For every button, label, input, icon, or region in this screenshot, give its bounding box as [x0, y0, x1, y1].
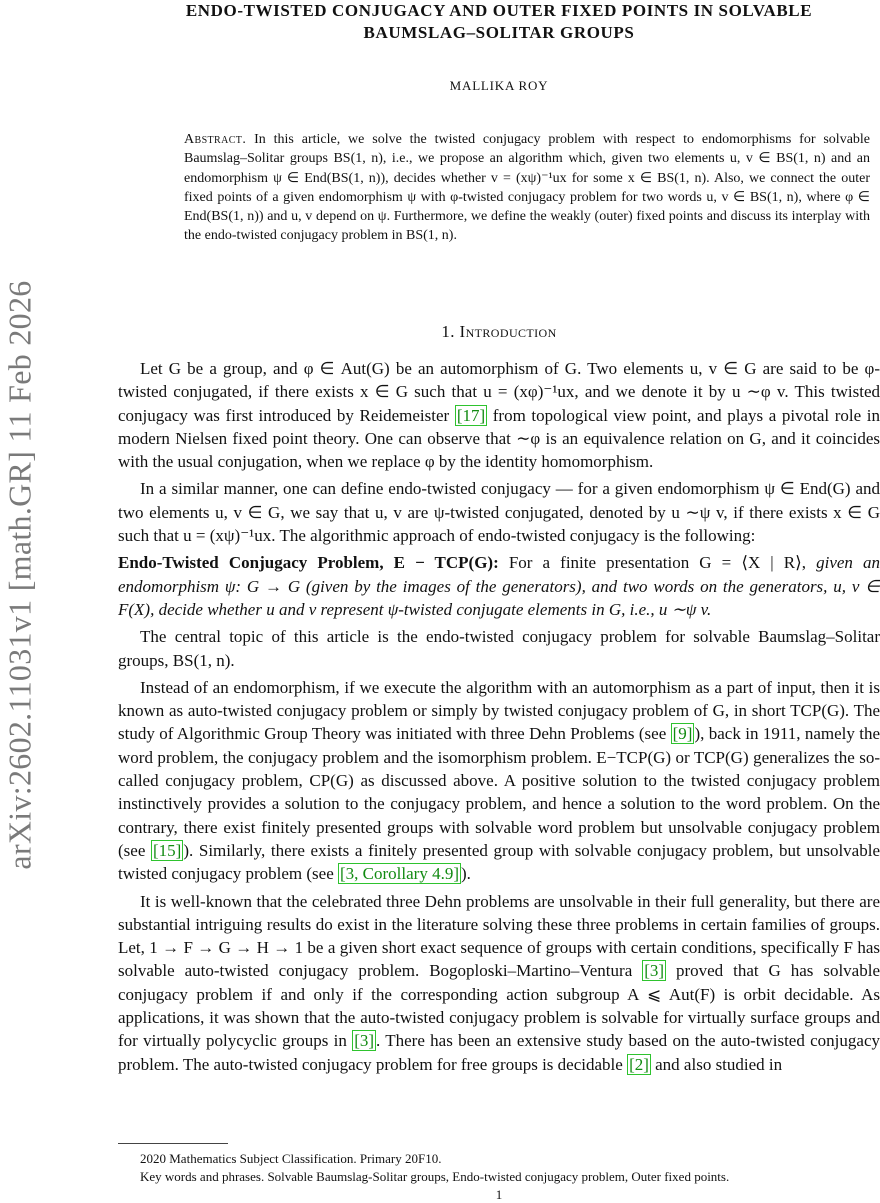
- paragraph-text: proved that G has solvable conjugacy problem if and only if the corresponding action subgroup A ⩽ Aut(F) is orbit decidable. As applications, it was shown that the auto-twisted conjugacy problem is solvable for virtually surface groups and for virtually polycyclic groups in: [118, 961, 880, 1051]
- footnote-keywords: Key words and phrases. Solvable Baumslag-Solitar groups, Endo-twisted conjugacy problem, Outer fixed points.: [140, 1169, 730, 1184]
- footnote-msc: 2020 Mathematics Subject Classification. Primary 20F10.: [140, 1151, 442, 1166]
- paper-title: [118, 0, 880, 44]
- citation-link[interactable]: [17]: [456, 405, 486, 425]
- section-heading: [118, 322, 880, 342]
- problem-lead: For a finite presentation G = ⟨X | R⟩,: [508, 553, 807, 573]
- abstract-text: In this article, we solve the twisted conjugacy problem with respect to endomorphisms for solvable Baumslag–Solitar groups BS(1, n), i.e., we propose an algorithm which, given two elements u, v ∈ BS(1, n) and an endomorphism ψ ∈ End(BS(1, n)), decides whether v = (xψ)⁻¹ux for some x ∈ BS(1, n). Also, we connect the outer fixed points of a given endomorphism ψ with φ-twisted conjugacy problem for two words u, v ∈ BS(1, n), where φ ∈ End(BS(1, n)) and u, v depend on ψ. Furthermore, we define the weakly (outer) fixed points and discuss its interplay with the endo-twisted conjugacy problem in BS(1, n).: [184, 132, 871, 244]
- paragraph-4: [118, 676, 880, 886]
- page-number: 1: [495, 1187, 503, 1202]
- paragraph-text: Let G be a group, and φ ∈ Aut(G) be an automorphism of G. Two elements u, v ∈ G are said to be φ-twisted conjugated, if there exists x ∈ G such that u = (xφ)⁻¹ux, and we denote it by u ∼φ v. This twisted conjugacy was first introduced by Reidemeister: [118, 359, 880, 425]
- footnote-divider: [118, 1143, 228, 1144]
- paragraph-text: ). Similarly, there exists a finitely presented group with solvable conjugacy problem, but unsolvable twisted conjugacy problem (see: [118, 840, 880, 884]
- paragraph-2: In a similar manner, one can define endo-twisted conjugacy — for a given endomorphism ψ ∈ End(G) and two elements u, v ∈ G, we say that u, v are ψ-twisted conjugated, denoted by u ∼ψ v, if there exists x ∈ G such that u = (xψ)⁻¹ux. The algorithmic approach of endo-twisted conjugacy is the following:: [118, 479, 880, 546]
- paragraph-1: [118, 357, 880, 473]
- abstract-label: Abstract.: [184, 132, 247, 147]
- footnotes: [118, 1150, 880, 1186]
- title-line-2: BAUMSLAG–SOLITAR GROUPS: [363, 23, 635, 42]
- paragraph-text: ), back in 1911, namely the word problem, the conjugacy problem and the isomorphism problem. E−TCP(G) or TCP(G) generalizes the so-called conjugacy problem, CP(G) as discussed above. A positive solution to the twisted conjugacy problem instinctively provides a solution to the conjugacy problem, and hence a solution to the word problem. On the contrary, there exist finitely presented groups with solvable word problem but unsolvable conjugacy problem (see: [118, 724, 880, 860]
- paragraph-text: and also studied in: [655, 1054, 783, 1074]
- paragraph-text: . There has been an extensive study based on the auto-twisted conjugacy problem. The auto-twisted conjugacy problem for free groups is decidable: [118, 1031, 880, 1074]
- citation-link[interactable]: [2]: [629, 1054, 649, 1074]
- paragraph-5: [118, 890, 880, 1076]
- abstract: [184, 130, 870, 246]
- paragraph-3: The central topic of this article is the endo-twisted conjugacy problem for solvable Baumslag–Solitar groups, BS(1, n).: [118, 627, 880, 670]
- problem-text: given an endomorphism ψ: G → G (given by the images of the generators), and two words on the generators, u, v ∈ F(X), decide whether u and v represent ψ-twisted conjugate elements in G, i.e., u ∼ψ v.: [118, 553, 880, 619]
- section-number: 1.: [441, 322, 455, 341]
- paragraph-text: ).: [460, 864, 471, 884]
- citation-link[interactable]: [3]: [644, 961, 665, 981]
- paragraph-text: Instead of an endomorphism, if we execute the algorithm with an automorphism as a part of input, then it is known as auto-twisted conjugacy problem or simply by twisted conjugacy problem of G, in short TCP(G). The study of Algorithmic Group Theory was initiated with three Dehn Problems (see: [118, 677, 880, 744]
- arxiv-identifier: arXiv:2602.11031v1 [math.GR] 11 Feb 2026: [1, 280, 38, 870]
- problem-title: Endo-Twisted Conjugacy Problem, E − TCP(G):: [118, 553, 499, 573]
- title-line-1: ENDO-TWISTED CONJUGACY AND OUTER FIXED POINTS IN SOLVABLE: [185, 1, 813, 20]
- citation-link[interactable]: [15]: [153, 840, 182, 860]
- paragraph-text: It is well-known that the celebrated three Dehn problems are unsolvable in their full generality, but there are substantial intriguing results do exist in the literature solving these three problems in certain families of groups. Let, 1 → F → G → H → 1 be a given short exact sequence of groups with certain conditions, specifically F has solvable auto-twisted conjugacy problem. Bogoploski–Martino–Ventura: [118, 891, 880, 981]
- citation-link[interactable]: [3, Corollary 4.9]: [340, 864, 459, 884]
- section-title: Introduction: [459, 322, 557, 341]
- paragraph-text: from topological view point, and plays a pivotal role in modern Nielsen fixed point theory. One can observe that ∼φ is an equivalence relation on G, and it coincides with the usual conjugation, when we replace φ by the identity homomorphism.: [118, 405, 880, 472]
- author-name: MALLIKA ROY: [449, 78, 549, 93]
- citation-link[interactable]: [9]: [672, 724, 693, 744]
- arxiv-sidebar: [0, 0, 44, 1200]
- body-text: [118, 357, 880, 1080]
- problem-statement: [118, 551, 880, 621]
- citation-link[interactable]: [3]: [354, 1031, 375, 1051]
